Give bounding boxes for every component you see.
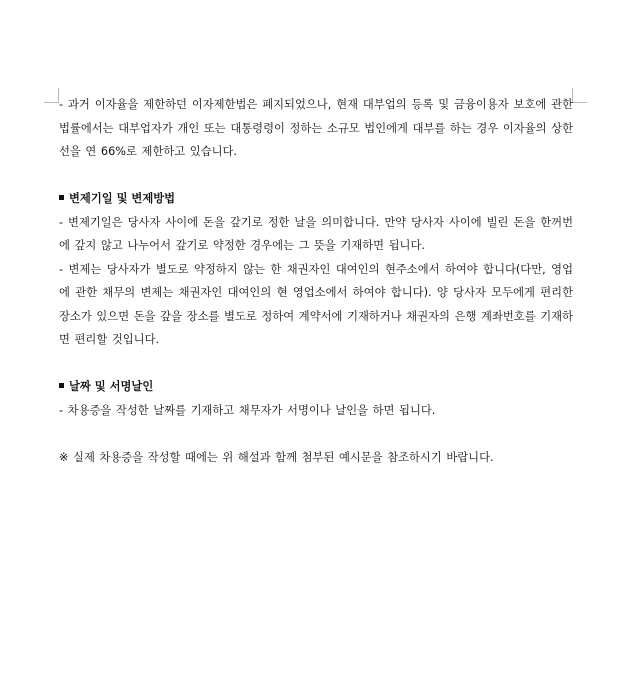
document-body [59,93,573,469]
repayment-place-paragraph: - 변제는 당사자가 별도로 약정하지 않는 한 채권자인 대여인의 현주소에서 하여야 합니다(다만, 영업에 관한 채무의 변제는 채권자인 대여인의 현 영업소에서 하여야 합니다). 양 당사자 모두에게 편리한 장소가 있으면 돈을 갚을 장소를 별도로 정하여 계약서에 기재하거나 채권자의 은행 계좌번호를 기재하면 편리할 것입니다. [59,262,573,346]
page-corner-mark-top-left [44,88,59,103]
reference-note: ※ 실제 차용증을 작성할 때에는 위 해설과 함께 첨부된 예시문을 참조하시기 바랍니다. [59,450,494,464]
date-seal-heading [59,375,573,399]
repayment-heading [59,187,573,211]
square-bullet-icon [59,195,64,200]
blank-line [59,164,573,188]
blank-line [59,352,573,376]
square-bullet-icon [59,383,64,388]
repayment-heading-text: 변제기일 및 변제방법 [69,192,176,205]
interest-rate-paragraph: - 과거 이자율을 제한하던 이자제한법은 폐지되었으나, 현재 대부업의 등록 및 금융이용자 보호에 관한 법률에서는 대부업자가 개인 또는 대통령령이 정하는 소규모 법인에게 대부를 하는 경우 이자율의 상한선을 연 66%로 제한하고 있습니다. [59,98,573,158]
date-seal-heading-text: 날짜 및 서명날인 [69,380,154,393]
date-seal-paragraph: - 차용증을 작성한 날짜를 기재하고 채무자가 서명이나 날인을 하면 됩니다. [59,403,436,417]
repayment-date-paragraph: - 변제기일은 당사자 사이에 돈을 갚기로 정한 날을 의미합니다. 만약 당사자 사이에 빌린 돈을 한꺼번에 갚지 않고 나누어서 갚기로 약정한 경우에는 그 뜻을 기재하면 됩니다. [59,215,573,252]
page-corner-mark-top-right [572,88,587,103]
blank-line [59,422,573,446]
